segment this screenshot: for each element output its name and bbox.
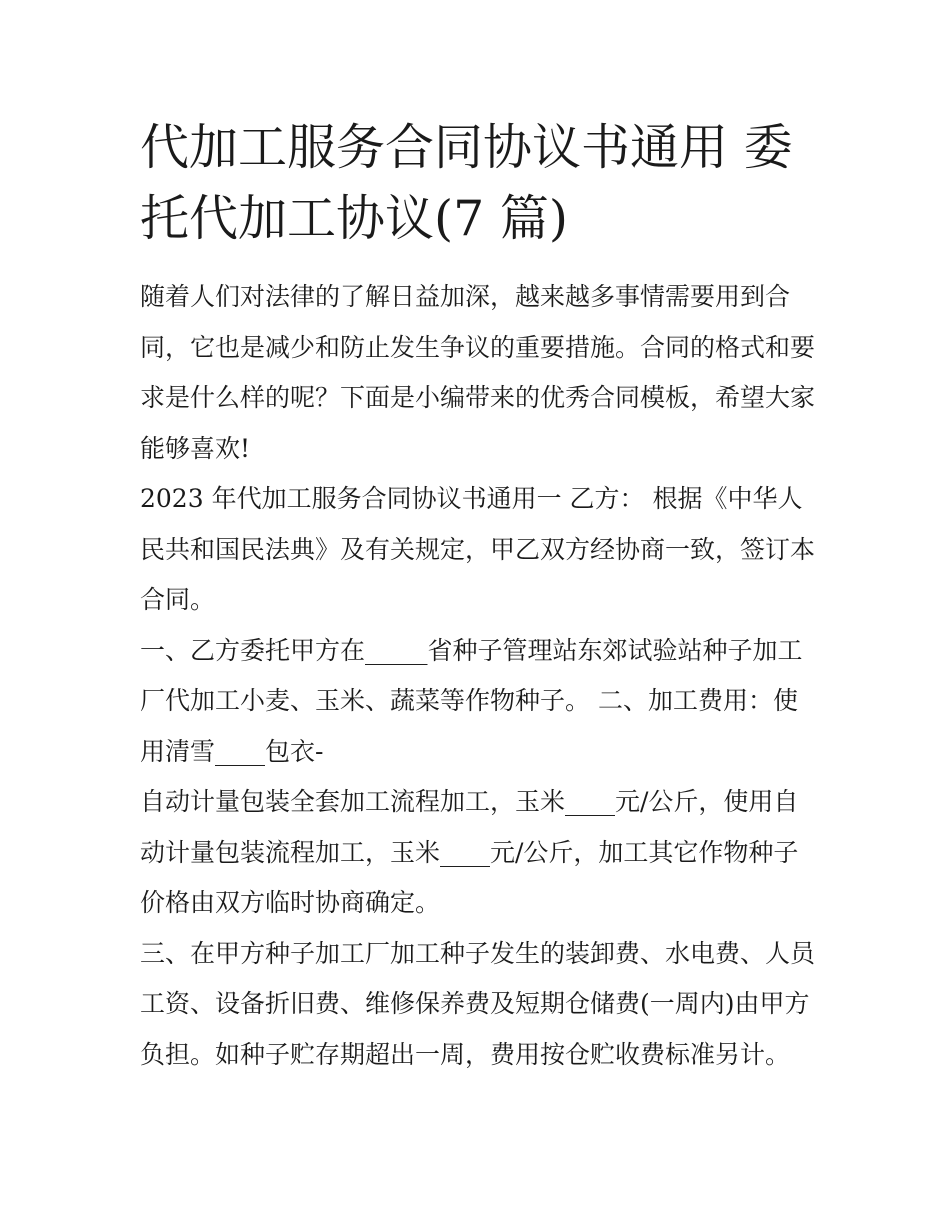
paragraph-clause-1-2: 一、乙方委托甲方在_____省种子管理站东郊试验站种子加工厂代加工小麦、玉米、蔬菜等作物种子。 二、加工费用：使用清雪____包衣- [140,635,803,766]
paragraph-clause-3: 三、在甲方种子加工厂加工种子发生的装卸费、水电费、人员工资、设备折旧费、维修保养费及短期仓储费(一周内)由甲方负担。如种子贮存期超出一周，费用按仓贮收费标准另计。 [140,938,816,1069]
document-body [140,272,820,1080]
paragraph-clause-2-continued: 自动计量包装全套加工流程加工，玉米____元/公斤，使用自动计量包装流程加工，玉米____元/公斤，加工其它作物种子价格由双方临时协商确定。 [140,787,799,917]
title-line-1: 代加工服务合同协议书通用 委 [140,119,793,176]
document-page [140,112,820,1080]
paragraph-contract-preamble: 2023 年代加工服务合同协议书通用一 乙方： 根据《中华人民共和国民法典》及有关规定，甲乙双方经协商一致，签订本合同。 [140,484,816,614]
title-line-2: 托代加工协议(7 篇) [140,190,568,247]
document-title [140,112,820,254]
paragraph-intro: 随着人们对法律的了解日益加深，越来越多事情需要用到合同，它也是减少和防止发生争议的重要措施。合同的格式和要求是什么样的呢？下面是小编带来的优秀合同模板，希望大家能够喜欢! [140,282,816,463]
